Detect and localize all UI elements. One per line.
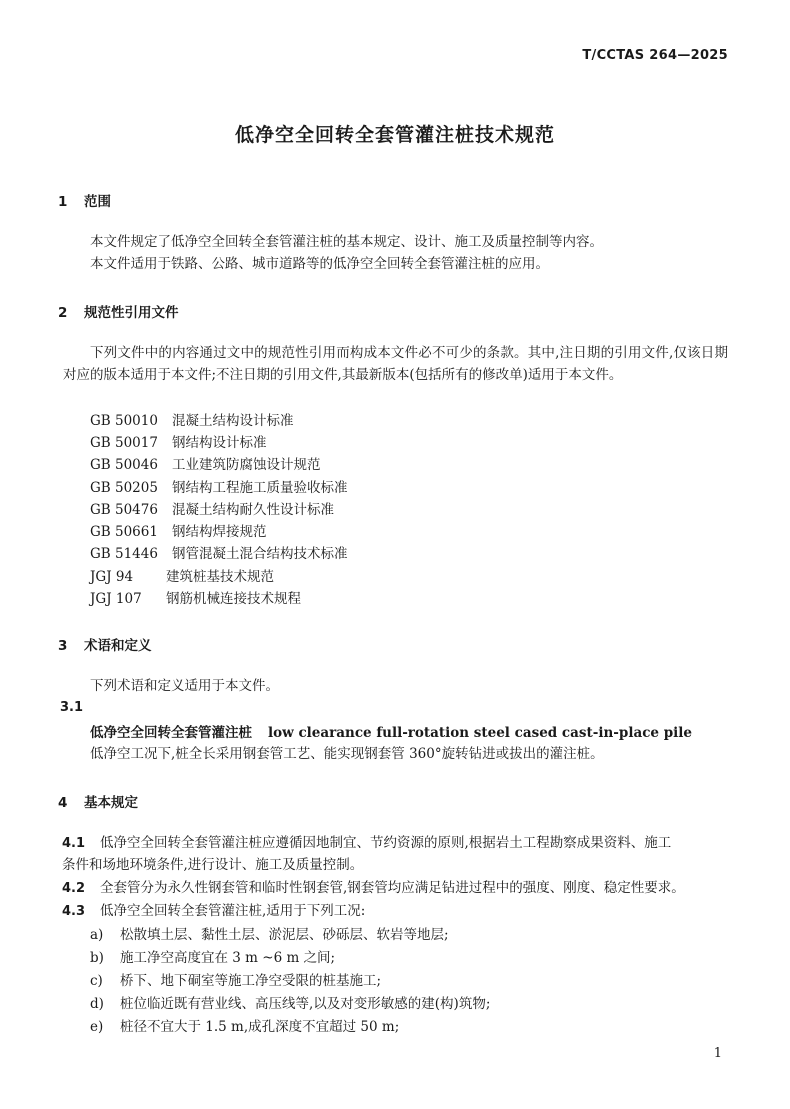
list-item	[90, 969, 381, 989]
list-text: 松散填土层、黏性土层、淤泥层、砂砾层、软岩等地层;	[120, 927, 449, 943]
list-label: d)	[90, 996, 104, 1012]
term-english: low clearance full-rotation steel cased cast-in-place pile	[268, 725, 692, 741]
reference-name: 钢结构工程施工质量验收标准	[171, 480, 348, 496]
list-item	[90, 992, 490, 1012]
term-definition: 低净空工况下,桩全长采用钢套管工艺、能实现钢套管 360°旋转钻进或拔出的灌注桩。	[90, 746, 604, 762]
document-code: T/CCTAS 264—2025	[582, 48, 728, 63]
term-entry	[90, 721, 692, 741]
section-title: 规范性引用文件	[84, 305, 179, 321]
terms-intro: 下列术语和定义适用于本文件。	[90, 678, 279, 694]
reference-code: GB 50661	[90, 524, 158, 540]
list-label: a)	[90, 927, 104, 943]
document-title: 低净空全回转全套管灌注桩技术规范	[234, 124, 555, 146]
reference-name: 建筑桩基技术规范	[166, 569, 274, 585]
reference-name: 钢结构设计标准	[171, 435, 267, 451]
reference-item	[90, 565, 274, 585]
section-number: 4	[58, 795, 68, 811]
scope-paragraph-2: 本文件适用于铁路、公路、城市道路等的低净空全回转全套管灌注桩的应用。	[90, 256, 549, 272]
section-number: 2	[58, 305, 68, 321]
reference-code: GB 50010	[90, 413, 158, 429]
clause-4-3	[62, 900, 365, 923]
reference-item	[90, 520, 266, 540]
clause-text: 低净空全回转全套管灌注桩应遵循因地制宜、节约资源的原则,根据岩土工程勘察成果资料、施工	[100, 835, 672, 851]
reference-name: 钢结构焊接规范	[171, 524, 267, 540]
normative-references-intro: 下列文件中的内容通过文中的规范性引用而构成本文件必不可少的条款。其中,注日期的引用文件,仅该日期对应的版本适用于本文件;不注日期的引用文件,其最新版本(包括所有的修改单)适用于本文件。	[63, 345, 728, 383]
section-2-heading	[58, 301, 179, 321]
section-3-heading	[58, 634, 152, 654]
reference-name: 混凝土结构耐久性设计标准	[171, 502, 334, 518]
reference-name: 钢管混凝土混合结构技术标准	[171, 546, 348, 562]
clause-text: 低净空全回转全套管灌注桩,适用于下列工况:	[100, 903, 366, 919]
reference-code: GB 50017	[90, 435, 158, 451]
list-label: e)	[90, 1019, 104, 1035]
reference-item	[90, 409, 293, 429]
reference-item	[90, 476, 347, 496]
list-text: 桩径不宜大于 1.5 m,成孔深度不宜超过 50 m;	[120, 1019, 400, 1035]
reference-name: 工业建筑防腐蚀设计规范	[171, 457, 321, 473]
clause-text: 全套管分为永久性钢套管和临时性钢套管,钢套管均应满足钻进过程中的强度、刚度、稳定性要求。	[100, 880, 685, 896]
list-label: b)	[90, 950, 104, 966]
section-1-heading	[58, 190, 111, 210]
reference-item	[90, 542, 347, 562]
list-text: 施工净空高度宜在 3 m ~6 m 之间;	[120, 950, 336, 966]
reference-code: GB 50476	[90, 502, 158, 518]
section-4-heading	[58, 791, 138, 811]
clause-number: 4.1	[62, 836, 86, 851]
list-item	[90, 1015, 399, 1035]
reference-code: JGJ 107	[90, 591, 142, 607]
list-text: 桥下、地下硐室等施工净空受限的桩基施工;	[120, 973, 382, 989]
clause-number: 4.3	[62, 904, 86, 919]
reference-code: GB 50046	[90, 457, 158, 473]
list-item	[90, 946, 335, 966]
reference-code: GB 51446	[90, 546, 158, 562]
clause-4-1	[62, 832, 671, 855]
clause-4-2	[62, 877, 685, 900]
reference-item	[90, 587, 301, 607]
page-number: 1	[713, 1046, 722, 1061]
reference-code: GB 50205	[90, 480, 158, 496]
reference-item	[90, 498, 334, 518]
clause-4-1-continued: 条件和场地环境条件,进行设计、施工及质量控制。	[62, 857, 364, 873]
list-item	[90, 923, 449, 943]
section-title: 范围	[84, 194, 111, 210]
section-title: 基本规定	[84, 795, 138, 811]
section-number: 3	[58, 638, 68, 654]
section-title: 术语和定义	[84, 638, 152, 654]
reference-item	[90, 431, 266, 451]
reference-code: JGJ 94	[90, 569, 134, 585]
list-text: 桩位临近既有营业线、高压线等,以及对变形敏感的建(构)筑物;	[120, 996, 491, 1012]
clause-number: 4.2	[62, 881, 86, 896]
scope-paragraph-1: 本文件规定了低净空全回转全套管灌注桩的基本规定、设计、施工及质量控制等内容。	[90, 234, 603, 250]
term-number: 3.1	[60, 700, 84, 715]
section-number: 1	[58, 194, 68, 210]
reference-name: 钢筋机械连接技术规程	[166, 591, 301, 607]
reference-name: 混凝土结构设计标准	[171, 413, 294, 429]
term-chinese: 低净空全回转全套管灌注桩	[90, 725, 252, 741]
list-label: c)	[90, 973, 103, 989]
reference-item	[90, 453, 320, 473]
